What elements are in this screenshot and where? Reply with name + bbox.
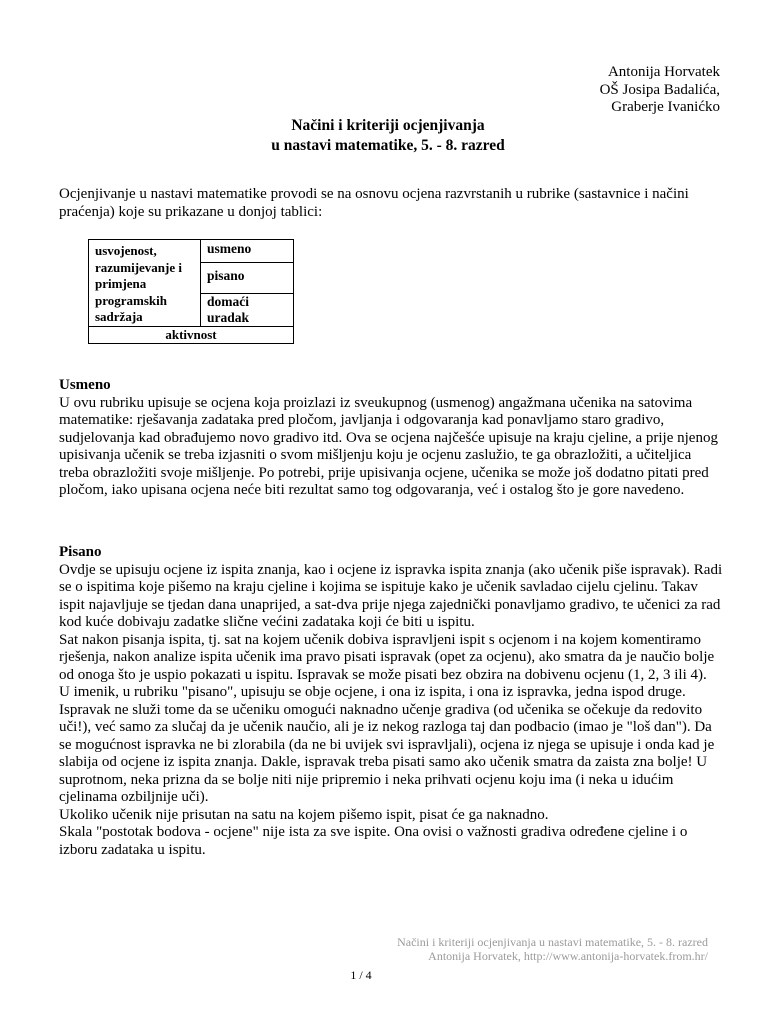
rubric-table [88, 239, 294, 344]
page-footer [397, 936, 708, 963]
rubric-pisano: pisano [201, 263, 294, 294]
author-place: Graberje Ivanićko [611, 99, 720, 115]
footer-title: Načini i kriteriji ocjenjivanja u nastavi matematike, 5. - 8. razred [397, 935, 708, 949]
section-usmeno [59, 377, 724, 500]
title-line-1: Načini i kriteriji ocjenjivanja [291, 117, 485, 134]
pisano-paragraph-1: Ovdje se upisuju ocjene iz ispita znanja, kao i ocjene iz ispravka ispita znanja (ako učenik piše ispravak). Radi se o ispitima koje pišemo na kraju cjeline i kojima se ispituje kako je učenik savladao cijelu cjelinu. Takav ispit najavljuje se tjedan dana unaprijed, a sat-dva prije njega zajednički ponavljamo gradivo, te učenici za rad kod kuće dobivaju zadatke slične većini zadataka koji će biti u ispitu. [59, 561, 723, 630]
document-title [0, 116, 768, 156]
rubric-domaci-uradak: domaći uradak [201, 294, 294, 327]
title-line-2: u nastavi matematike, 5. - 8. razred [271, 137, 505, 154]
section-heading-usmeno: Usmeno [59, 377, 111, 393]
author-school: OŠ Josipa Badalića, [599, 81, 720, 98]
pisano-paragraph-2: Sat nakon pisanja ispita, tj. sat na kojem učenik dobiva ispravljeni ispit s ocjenom i na kojem komentiramo rješenja, nakon analize ispita učenik ima pravo pisati ispravak (opet za ocjenu), ako smatra da je naučio bolje od onoga što je uspio pokazati u ispitu. Ispravak se može pisati bez obzira na dobivenu ocjenu (1, 2, 3 ili 4). [59, 631, 715, 683]
page-number: 1 / 4 [350, 968, 372, 982]
pisano-paragraph-5: Skala "postotak bodova - ocjene" nije ista za sve ispite. Ona ovisi o važnosti gradiva određene cjeline i o izboru zadataka u ispitu. [59, 824, 688, 858]
rubric-aktivnost: aktivnost [89, 327, 294, 344]
usmeno-text: U ovu rubriku upisuje se ocjena koja proizlazi iz sveukupnog (usmenog) angažmana učenika na satovima matematike: rješavanja zadataka pred pločom, javljanja i odgovaranja kad ponavljamo staro gradivo, sudjelovanja kad obrađujemo novo gradivo itd. Ova se ocjena najčešće upisuje na kraju cjeline, a prije njenog upisivanja učenik se treba izjasniti o svom mišljenju koju je ocjenu zaslužio, te ga obrazložiti, a učiteljica treba obrazložiti svoje mišljenje. Po potrebi, prije upisivanja ocjene, učenika se može još dodatno pitati pred pločom, iako upisana ocjena neće biti rezultat samo tog odgovaranja, već i ostalog što je gore navedeno. [59, 394, 718, 498]
author-block [600, 64, 720, 117]
author-name: Antonija Horvatek [607, 64, 720, 80]
pisano-paragraph-3: U imenik, u rubriku "pisano", upisuju se obje ocjene, i ona iz ispita, i ona iz ispravka, jedna ispod druge. Ispravak ne služi tome da se učeniku omogući naknadno učenje gradiva (od učenika se očekuje da redovito uči!), već samo za slučaj da je učenik naučio, ali je iz nekog razloga taj dan podbacio (imao je "loš dan"). Da se mogućnost ispravka ne bi zlorabila (da ne bi uvijek svi ispravljali), ocjena iz njega se upisuje i onda kad je slabija od ocjene iz ispita znanja. Dakle, ispravak treba pisati samo ako učenik smatra da zaista zna bolje! U suprotnom, neka prizna da se bolje niti nije pripremio i neka prihvati ocjenu koju ima (i neka u idućim cjelinama ozbiljnije uči). [59, 684, 715, 805]
intro-paragraph: Ocjenjivanje u nastavi matematike provodi se na osnovu ocjena razvrstanih u rubrike (sastavnice i načini praćenja) koje su prikazane u donjoj tablici: [59, 186, 689, 220]
pisano-paragraph-4: Ukoliko učenik nije prisutan na satu na kojem pišemo ispit, pisat će ga naknadno. [59, 806, 549, 823]
rubric-usmeno: usmeno [201, 240, 294, 263]
footer-author: Antonija Horvatek, http://www.antonija-horvatek.from.hr/ [428, 948, 708, 963]
section-heading-pisano: Pisano [59, 544, 102, 560]
section-pisano [59, 544, 724, 859]
rubric-left-cell: usvojenost, razumijevanje i primjena programskih sadržaja [89, 240, 201, 327]
